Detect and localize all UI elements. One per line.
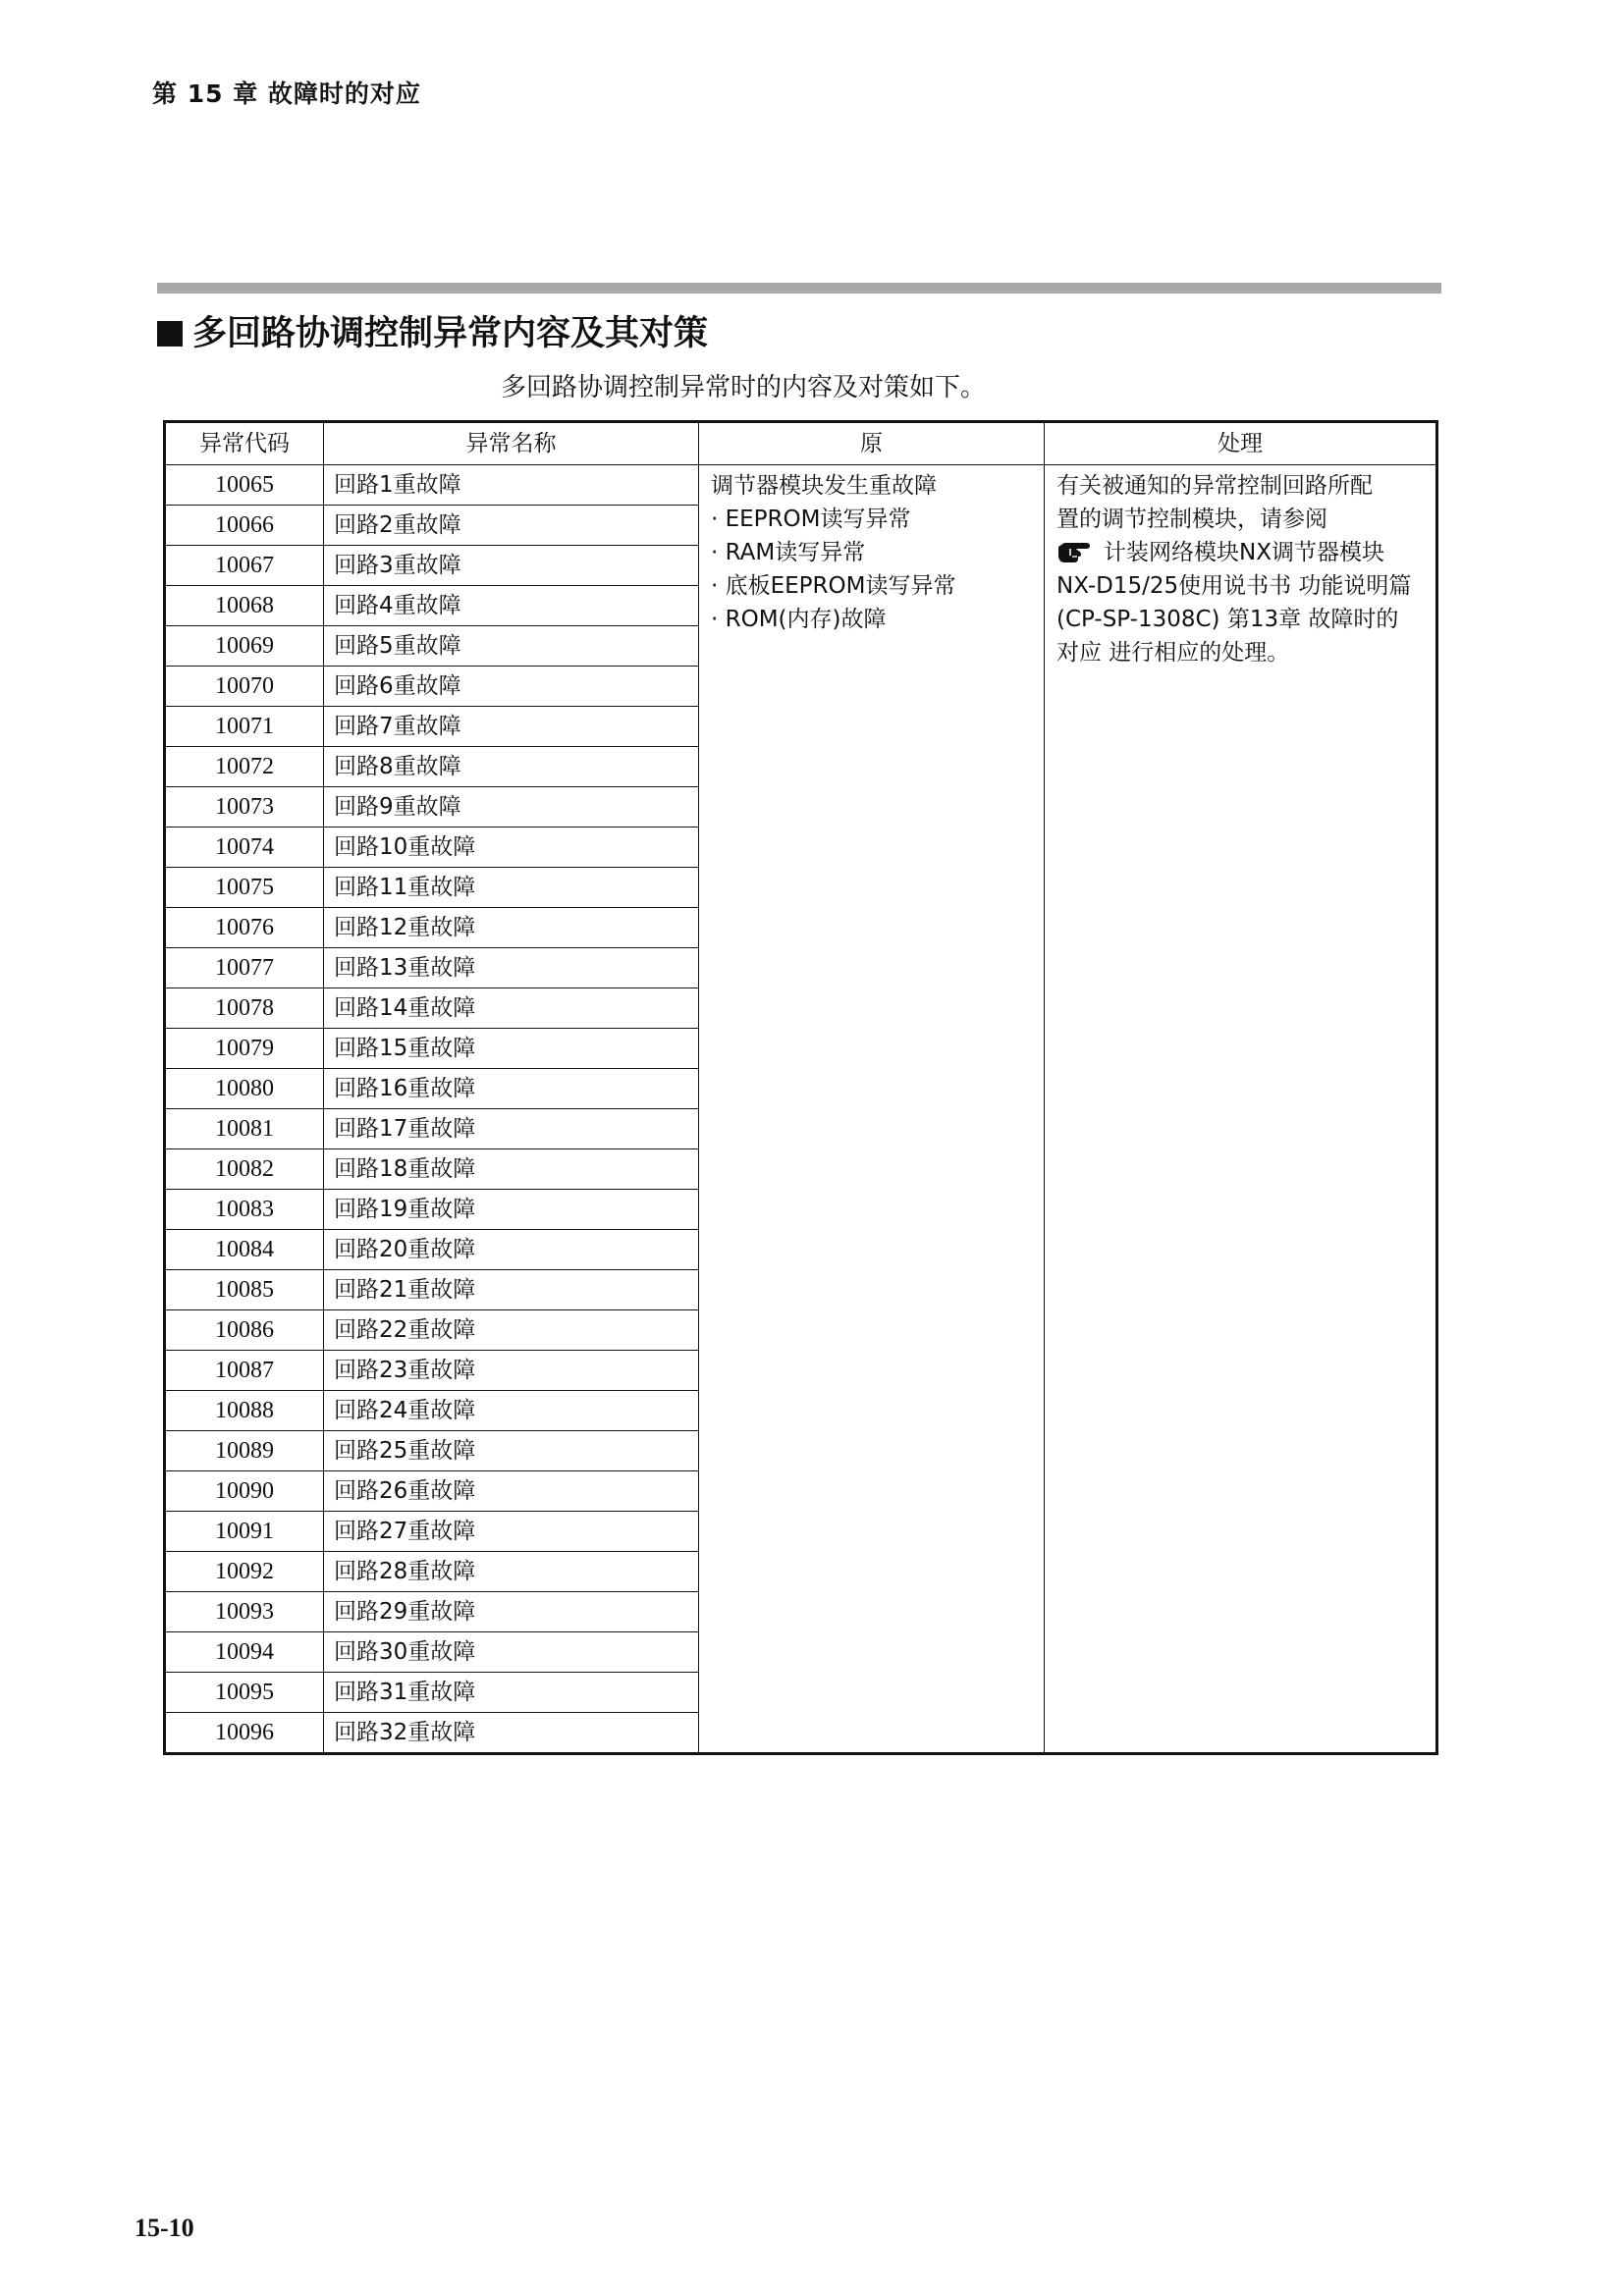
error-name-cell: 回路25重故障 (324, 1431, 699, 1471)
error-code-cell: 10066 (165, 506, 324, 546)
error-code-cell: 10085 (165, 1270, 324, 1310)
error-code-cell: 10067 (165, 546, 324, 586)
error-code-cell: 10088 (165, 1391, 324, 1431)
handling-line: NX-D15/25使用说书书 功能说明篇 (1056, 573, 1412, 599)
section-title-text: 多回路协调控制异常内容及其对策 (192, 314, 709, 353)
error-code-cell: 10075 (165, 868, 324, 908)
header-cause: 原 (699, 422, 1045, 465)
error-code-cell: 10072 (165, 747, 324, 787)
header-error-code: 异常代码 (165, 422, 324, 465)
error-code-cell: 10079 (165, 1029, 324, 1069)
cause-line: 调节器模块发生重故障 (711, 473, 937, 499)
error-code-cell: 10089 (165, 1431, 324, 1471)
page-number: 15-10 (135, 2214, 194, 2242)
error-code-cell: 10068 (165, 586, 324, 626)
error-name-cell: 回路30重故障 (324, 1632, 699, 1673)
chapter-heading: 第 15 章 故障时的对应 (152, 80, 421, 108)
error-code-cell: 10077 (165, 948, 324, 988)
table-row (165, 465, 1437, 506)
handling-line: (CP-SP-1308C) 第13章 故障时的 (1056, 607, 1399, 632)
error-code-cell: 10091 (165, 1512, 324, 1552)
error-name-cell: 回路29重故障 (324, 1592, 699, 1632)
error-code-cell: 10081 (165, 1109, 324, 1149)
error-name-cell: 回路19重故障 (324, 1190, 699, 1230)
handling-line (1056, 536, 1424, 569)
handling-line: 置的调节控制模块，请参阅 (1056, 507, 1327, 532)
table-header-row (165, 422, 1437, 465)
error-name-cell: 回路21重故障 (324, 1270, 699, 1310)
error-code-cell: 10092 (165, 1552, 324, 1592)
error-name-cell: 回路32重故障 (324, 1713, 699, 1754)
section-title (157, 306, 708, 355)
error-code-cell: 10076 (165, 908, 324, 948)
cause-line: · EEPROM读写异常 (711, 507, 911, 532)
handling-cell (1045, 465, 1437, 1754)
error-code-cell: 10070 (165, 667, 324, 707)
error-name-cell: 回路13重故障 (324, 948, 699, 988)
error-name-cell: 回路12重故障 (324, 908, 699, 948)
error-name-cell: 回路16重故障 (324, 1069, 699, 1109)
error-name-cell: 回路17重故障 (324, 1109, 699, 1149)
cause-cell (699, 465, 1045, 1754)
error-code-cell: 10094 (165, 1632, 324, 1673)
error-code-cell: 10086 (165, 1310, 324, 1351)
cause-line: · RAM读写异常 (711, 540, 866, 565)
error-code-cell: 10083 (165, 1190, 324, 1230)
error-name-cell: 回路7重故障 (324, 707, 699, 747)
error-name-cell: 回路18重故障 (324, 1149, 699, 1190)
error-name-cell: 回路11重故障 (324, 868, 699, 908)
handling-line: 对应 进行相应的处理。 (1056, 640, 1290, 666)
table-body (165, 465, 1437, 1754)
error-name-cell: 回路26重故障 (324, 1471, 699, 1512)
cause-line: · 底板EEPROM读写异常 (711, 573, 956, 599)
error-name-cell: 回路2重故障 (324, 506, 699, 546)
error-code-cell: 10073 (165, 787, 324, 828)
error-name-cell: 回路8重故障 (324, 747, 699, 787)
error-name-cell: 回路23重故障 (324, 1351, 699, 1391)
error-name-cell: 回路6重故障 (324, 667, 699, 707)
error-name-cell: 回路9重故障 (324, 787, 699, 828)
pointing-hand-icon (1056, 537, 1098, 564)
error-name-cell: 回路22重故障 (324, 1310, 699, 1351)
error-code-cell: 10095 (165, 1673, 324, 1713)
error-code-cell: 10084 (165, 1230, 324, 1270)
handling-line-text: 计装网络模块NX调节器模块 (1104, 540, 1384, 565)
error-table (163, 420, 1438, 1755)
error-code-cell: 10080 (165, 1069, 324, 1109)
error-name-cell: 回路20重故障 (324, 1230, 699, 1270)
handling-line: 有关被通知的异常控制回路所配 (1056, 473, 1373, 499)
error-name-cell: 回路3重故障 (324, 546, 699, 586)
square-bullet-icon (157, 321, 183, 347)
error-code-cell: 10074 (165, 828, 324, 868)
error-name-cell: 回路28重故障 (324, 1552, 699, 1592)
header-error-name: 异常名称 (324, 422, 699, 465)
error-name-cell: 回路10重故障 (324, 828, 699, 868)
error-code-cell: 10069 (165, 626, 324, 667)
error-name-cell: 回路5重故障 (324, 626, 699, 667)
error-code-cell: 10096 (165, 1713, 324, 1754)
error-name-cell: 回路15重故障 (324, 1029, 699, 1069)
error-code-cell: 10093 (165, 1592, 324, 1632)
error-code-cell: 10071 (165, 707, 324, 747)
error-code-cell: 10078 (165, 988, 324, 1029)
error-name-cell: 回路14重故障 (324, 988, 699, 1029)
error-name-cell: 回路4重故障 (324, 586, 699, 626)
cause-line: · ROM(内存)故障 (711, 607, 887, 632)
error-code-cell: 10082 (165, 1149, 324, 1190)
header-handling: 处理 (1045, 422, 1437, 465)
section-divider (157, 283, 1441, 294)
error-name-cell: 回路1重故障 (324, 465, 699, 506)
error-code-cell: 10065 (165, 465, 324, 506)
error-name-cell: 回路24重故障 (324, 1391, 699, 1431)
error-code-cell: 10090 (165, 1471, 324, 1512)
error-code-cell: 10087 (165, 1351, 324, 1391)
intro-text: 多回路协调控制异常时的内容及对策如下。 (501, 373, 987, 402)
error-name-cell: 回路27重故障 (324, 1512, 699, 1552)
error-name-cell: 回路31重故障 (324, 1673, 699, 1713)
